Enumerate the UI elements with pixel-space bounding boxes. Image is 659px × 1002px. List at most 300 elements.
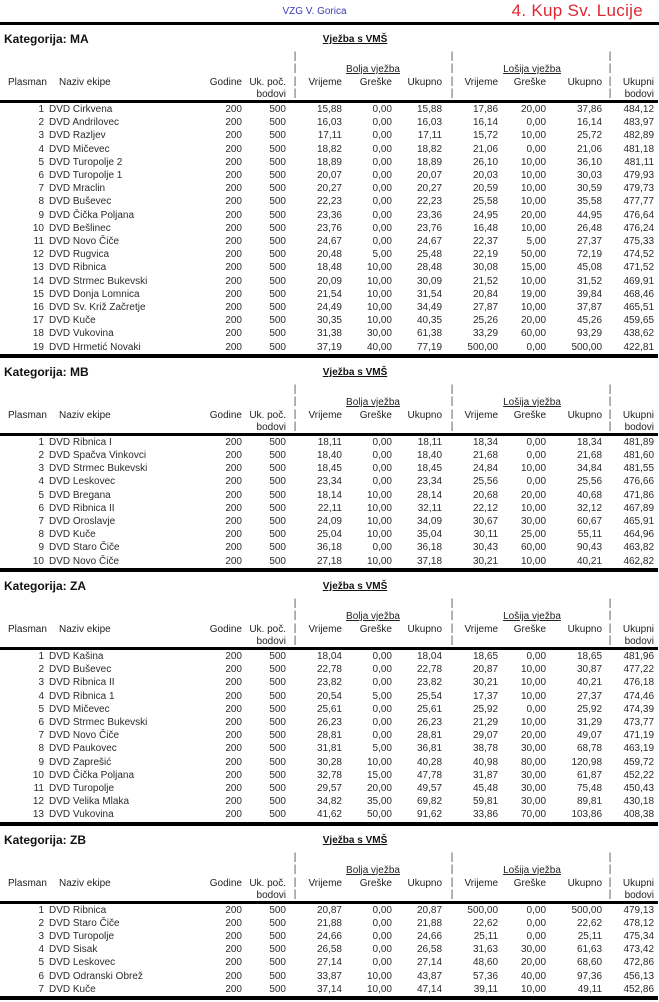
cell-godine: 200	[225, 104, 242, 115]
cell-start-points: 500	[269, 288, 286, 300]
col-header-total-points-2: bodovi	[624, 89, 655, 100]
cell-team-name: DVD Ribnica I	[49, 436, 112, 448]
cell-start-points: 500	[269, 143, 286, 155]
spacer	[48, 635, 200, 649]
cell-godine: 200	[225, 542, 242, 554]
spacer	[200, 889, 246, 903]
cell-worse-total: 18,34	[577, 436, 603, 448]
column-divider	[606, 475, 614, 488]
cell-better-faults: 10,00	[366, 302, 392, 314]
cell-better-faults: 35,00	[366, 796, 392, 808]
column-divider	[606, 248, 614, 261]
column-divider	[606, 169, 614, 182]
cell-better-faults: 0,00	[372, 450, 392, 462]
cell-better-faults: 10,00	[366, 516, 392, 528]
category-section	[0, 578, 659, 826]
cell-total-points: 471,19	[623, 730, 655, 742]
cell-better-total: 18,82	[416, 143, 443, 155]
cell-start-points: 500	[269, 183, 286, 195]
cell-plasman: 1	[38, 650, 44, 662]
column-divider	[446, 222, 458, 235]
cell-total-points: 468,46	[623, 288, 655, 300]
column-divider	[446, 703, 458, 716]
cell-team-name: DVD Novo Čiče	[49, 236, 120, 248]
cell-worse-total: 31,52	[577, 275, 603, 287]
column-divider	[290, 156, 300, 169]
cell-godine: 200	[225, 917, 242, 929]
cell-better-total: 40,28	[416, 756, 443, 768]
col-header-total-points: Ukupni	[622, 623, 655, 635]
cell-better-time: 22,11	[317, 502, 342, 514]
col-header-better-time: Vrijeme	[308, 77, 342, 88]
cell-start-points: 500	[269, 222, 286, 234]
col-header-better-total: Ukupno	[407, 409, 443, 421]
cell-worse-total: 25,56	[577, 476, 603, 488]
cell-worse-time: 15,72	[472, 130, 499, 142]
col-header-better-faults: Greške	[359, 877, 392, 889]
cell-worse-time: 24,84	[472, 463, 499, 475]
cell-worse-time: 30,21	[472, 677, 499, 689]
col-header-better-time: Vrijeme	[308, 409, 342, 421]
column-divider	[290, 690, 300, 703]
cell-worse-faults: 30,00	[520, 944, 547, 956]
column-divider	[290, 970, 300, 983]
column-divider	[446, 143, 458, 156]
cell-better-total: 28,81	[416, 730, 443, 742]
cell-better-time: 16,03	[316, 117, 342, 129]
cell-worse-faults: 40,00	[520, 970, 547, 982]
cell-team-name: DVD Oroslavje	[49, 516, 116, 528]
table-body	[0, 102, 658, 356]
cell-total-points: 473,42	[623, 944, 655, 956]
cell-worse-faults: 0,00	[526, 650, 547, 662]
column-divider	[606, 434, 614, 449]
column-divider	[290, 209, 300, 222]
cell-godine: 200	[225, 236, 242, 248]
cell-better-total: 36,81	[416, 743, 443, 755]
cell-better-time: 20,07	[316, 170, 342, 182]
column-divider	[290, 930, 300, 943]
column-divider	[606, 555, 614, 570]
table-row	[0, 555, 658, 570]
cell-plasman: 13	[32, 262, 44, 274]
cell-godine: 200	[225, 183, 242, 195]
cell-team-name: DVD Andrilovec	[49, 117, 120, 129]
cell-better-total: 35,04	[416, 529, 443, 541]
cell-better-time: 18,14	[316, 489, 342, 501]
column-divider: | |	[608, 51, 612, 74]
col-header-start-points: Uk. poč.	[249, 77, 286, 88]
col-header-worse-time: Vrijeme	[464, 409, 499, 421]
table-row	[0, 489, 658, 502]
col-header-worse-time: Vrijeme	[464, 623, 499, 635]
column-divider	[446, 116, 458, 129]
cell-plasman: 9	[38, 542, 44, 554]
cell-start-points: 500	[269, 209, 286, 221]
table-row	[0, 462, 658, 475]
column-divider	[606, 489, 614, 502]
cell-better-time: 26,58	[316, 944, 342, 956]
cell-start-points: 500	[269, 104, 286, 115]
table-row	[0, 769, 658, 782]
cell-start-points: 500	[269, 502, 286, 514]
column-divider	[446, 169, 458, 182]
better-exercise-group	[300, 850, 446, 876]
spacer	[0, 635, 48, 649]
cell-worse-faults: 10,00	[520, 502, 547, 514]
col-header-start-points-2: bodovi	[256, 635, 286, 647]
cell-start-points: 500	[269, 249, 286, 261]
cell-plasman: 8	[38, 529, 44, 541]
cell-better-faults: 0,00	[372, 143, 392, 155]
cell-team-name: DVD Sv. Križ Začretje	[49, 302, 146, 314]
cell-better-time: 24,67	[316, 236, 342, 248]
cell-godine: 200	[225, 555, 242, 567]
cell-plasman: 5	[38, 703, 44, 715]
cell-worse-time: 26,10	[472, 156, 499, 168]
table-body	[0, 902, 658, 998]
table-row	[0, 782, 658, 795]
cell-total-points: 476,64	[623, 209, 655, 221]
cell-team-name: DVD Ribnica	[49, 904, 107, 916]
table-row	[0, 663, 658, 676]
column-divider: |	[450, 634, 454, 646]
table-row	[0, 235, 658, 248]
cell-worse-faults: 20,00	[520, 489, 547, 501]
column-divider	[606, 528, 614, 541]
col-header-worse-total: Ukupno	[567, 623, 603, 635]
cell-better-faults: 10,00	[366, 288, 392, 300]
cell-total-points: 481,11	[624, 156, 655, 168]
cell-better-faults: 50,00	[366, 809, 392, 821]
cell-start-points: 500	[269, 302, 286, 314]
cell-team-name: DVD Turopolje 2	[49, 156, 123, 168]
cell-team-name: DVD Buševec	[49, 196, 112, 208]
spacer	[550, 635, 606, 649]
cell-worse-faults: 50,00	[520, 249, 547, 261]
table-row	[0, 261, 658, 274]
category-section	[0, 31, 659, 358]
table-row	[0, 930, 658, 943]
column-divider: | |	[450, 851, 454, 875]
table-row	[0, 729, 658, 742]
column-divider	[290, 716, 300, 729]
cell-total-points: 465,51	[623, 302, 655, 314]
cell-start-points: 500	[269, 743, 286, 755]
spacer	[396, 421, 446, 435]
cell-worse-total: 120,98	[571, 756, 603, 768]
col-header-better-faults: Greške	[359, 409, 392, 421]
cell-team-name: DVD Strmec Bukevski	[49, 275, 148, 287]
spacer	[0, 850, 290, 876]
worse-exercise-label: Lošija vježba	[503, 396, 561, 408]
cell-better-time: 24,66	[316, 930, 342, 942]
group-header-row	[0, 49, 658, 75]
cell-better-total: 24,66	[416, 930, 443, 942]
table-row	[0, 690, 658, 703]
cell-start-points: 500	[269, 450, 286, 462]
spacer	[502, 88, 550, 102]
cell-godine: 200	[225, 664, 242, 676]
col-header-worse-total: Ukupno	[567, 77, 603, 88]
column-divider	[606, 209, 614, 222]
column-divider: |	[608, 88, 612, 99]
cell-worse-faults: 10,00	[520, 463, 547, 475]
column-divider	[446, 462, 458, 475]
column-divider	[446, 515, 458, 528]
cell-godine: 200	[225, 275, 242, 287]
cell-better-faults: 0,00	[372, 104, 392, 115]
column-divider	[446, 690, 458, 703]
cell-better-time: 28,81	[316, 730, 342, 742]
cell-worse-time: 500,00	[467, 904, 499, 916]
table-row	[0, 222, 658, 235]
exercise-group-title: Vježba s VMŠ	[322, 366, 388, 378]
cell-team-name: DVD Novo Čiče	[49, 730, 120, 742]
table-row	[0, 248, 658, 261]
cell-worse-total: 31,29	[577, 716, 603, 728]
cell-worse-total: 30,59	[577, 183, 603, 195]
better-exercise-label: Bolja vježba	[346, 396, 400, 408]
cell-better-time: 22,78	[316, 664, 342, 676]
table-row	[0, 275, 658, 288]
worse-exercise-label: Lošija vježba	[503, 864, 561, 876]
cell-worse-total: 500,00	[571, 341, 603, 353]
col-header-plasman: Plasman	[8, 877, 47, 889]
column-divider	[606, 261, 614, 274]
cell-start-points: 500	[269, 489, 286, 501]
cell-better-faults: 5,00	[372, 690, 392, 702]
cell-better-time: 23,76	[316, 222, 342, 234]
cell-total-points: 475,34	[623, 930, 655, 942]
cell-total-points: 474,52	[623, 249, 655, 261]
column-divider	[606, 541, 614, 554]
cell-worse-faults: 25,00	[520, 529, 547, 541]
col-header-better-total: Ukupno	[407, 77, 443, 88]
cell-better-time: 18,45	[316, 463, 342, 475]
cell-team-name: DVD Kuče	[49, 983, 96, 995]
cell-worse-total: 45,26	[577, 315, 603, 327]
table-row	[0, 129, 658, 142]
column-divider	[446, 555, 458, 570]
column-divider: | |	[293, 383, 297, 407]
column-divider	[606, 116, 614, 129]
cell-godine: 200	[225, 957, 242, 969]
column-divider: | |	[450, 597, 454, 621]
col-header-worse-time: Vrijeme	[464, 77, 499, 88]
col-header-total-points-2: bodovi	[624, 635, 655, 647]
cell-better-faults: 0,00	[372, 463, 392, 475]
cell-total-points: 474,46	[623, 690, 655, 702]
cell-total-points: 467,89	[623, 502, 655, 514]
cell-team-name: DVD Bešlinec	[49, 222, 111, 234]
cell-total-points: 481,96	[623, 650, 655, 662]
better-exercise-group	[300, 49, 446, 75]
cell-start-points: 500	[269, 156, 286, 168]
column-divider: |	[450, 76, 454, 87]
group-header-row	[0, 596, 658, 622]
column-divider	[290, 742, 300, 755]
cell-start-points: 500	[269, 117, 286, 129]
spacer	[346, 889, 396, 903]
column-divider: |	[293, 634, 297, 646]
cell-worse-total: 68,78	[577, 743, 603, 755]
cell-team-name: DVD Zaprešić	[49, 756, 112, 768]
column-divider	[606, 449, 614, 462]
col-header-start-points-2: bodovi	[256, 421, 286, 433]
column-divider	[606, 756, 614, 769]
cell-worse-time: 20,87	[472, 664, 499, 676]
cell-godine: 200	[225, 315, 242, 327]
column-divider	[606, 462, 614, 475]
column-divider	[446, 917, 458, 930]
cell-worse-total: 37,86	[577, 104, 603, 115]
worse-exercise-group	[458, 596, 606, 622]
cell-worse-time: 57,36	[472, 970, 499, 982]
cell-worse-total: 103,86	[571, 809, 603, 821]
column-divider	[290, 275, 300, 288]
cell-worse-total: 93,29	[577, 328, 603, 340]
column-divider: |	[293, 408, 297, 420]
cell-better-total: 34,09	[416, 516, 443, 528]
cell-total-points: 471,52	[623, 262, 655, 274]
column-divider: |	[608, 876, 612, 888]
column-divider	[446, 782, 458, 795]
cell-worse-total: 61,63	[577, 944, 603, 956]
cell-plasman: 1	[38, 904, 44, 916]
cell-plasman: 6	[38, 502, 44, 514]
cell-better-time: 20,27	[316, 183, 342, 195]
cell-worse-faults: 70,00	[520, 809, 547, 821]
cell-worse-total: 500,00	[571, 904, 603, 916]
table-row	[0, 703, 658, 716]
cell-worse-total: 30,87	[577, 664, 603, 676]
cell-godine: 200	[225, 341, 242, 353]
cell-worse-faults: 5,00	[526, 236, 547, 248]
cell-better-total: 37,18	[416, 555, 443, 567]
cell-godine: 200	[225, 450, 242, 462]
cell-worse-total: 35,58	[577, 196, 603, 208]
table-row	[0, 648, 658, 663]
cell-start-points: 500	[269, 476, 286, 488]
cell-worse-faults: 0,00	[526, 703, 547, 715]
table-row	[0, 475, 658, 488]
cell-team-name: DVD Velika Mlaka	[49, 796, 130, 808]
cell-godine: 200	[225, 262, 242, 274]
cell-worse-time: 21,06	[472, 143, 499, 155]
col-header-plasman: Plasman	[8, 623, 47, 635]
cell-worse-faults: 0,00	[526, 476, 547, 488]
column-divider	[290, 528, 300, 541]
cell-total-points: 462,82	[623, 555, 655, 567]
spacer	[458, 421, 502, 435]
cell-start-points: 500	[269, 130, 286, 142]
column-divider	[446, 676, 458, 689]
cell-plasman: 6	[38, 970, 44, 982]
cell-better-total: 15,88	[416, 104, 443, 115]
column-divider	[446, 489, 458, 502]
col-header-plasman: Plasman	[8, 409, 47, 421]
table-row	[0, 983, 658, 998]
cell-start-points: 500	[269, 809, 286, 821]
cell-godine: 200	[225, 328, 242, 340]
column-divider	[446, 209, 458, 222]
cell-worse-faults: 0,00	[526, 930, 547, 942]
col-header-better-faults: Greške	[359, 623, 392, 635]
table-body	[0, 434, 658, 570]
cell-better-faults: 0,00	[372, 957, 392, 969]
cell-worse-time: 500,00	[467, 341, 499, 353]
cell-plasman: 4	[38, 944, 44, 956]
cell-total-points: 479,13	[623, 904, 655, 916]
column-divider	[606, 769, 614, 782]
cell-better-time: 15,88	[316, 104, 342, 115]
cell-plasman: 11	[33, 782, 44, 794]
column-divider: |	[450, 888, 454, 900]
column-divider	[606, 917, 614, 930]
cell-godine: 200	[225, 288, 242, 300]
column-divider: |	[608, 888, 612, 900]
cell-plasman: 19	[32, 341, 44, 353]
cell-team-name: DVD Vukovina	[49, 809, 114, 821]
column-divider	[446, 288, 458, 301]
column-divider	[290, 555, 300, 570]
cell-better-faults: 10,00	[366, 489, 392, 501]
column-divider	[290, 983, 300, 998]
cell-team-name: DVD Ribnica II	[49, 677, 115, 689]
cell-worse-time: 20,84	[472, 288, 499, 300]
cell-worse-total: 32,12	[577, 502, 603, 514]
cell-worse-faults: 10,00	[520, 555, 547, 567]
cell-better-total: 61,38	[416, 328, 443, 340]
column-divider	[446, 195, 458, 208]
exercise-group-title: Vježba s VMŠ	[322, 834, 388, 846]
cell-total-points: 422,81	[623, 341, 655, 353]
cell-total-points: 481,18	[623, 143, 655, 155]
cell-better-time: 29,57	[316, 782, 342, 794]
column-divider	[290, 462, 300, 475]
cell-godine: 200	[225, 703, 242, 715]
cell-godine: 200	[225, 196, 242, 208]
cell-team-name: DVD Strmec Bukevski	[49, 716, 148, 728]
spacer	[614, 596, 658, 622]
cell-worse-faults: 30,00	[520, 782, 547, 794]
cell-worse-total: 37,87	[577, 302, 603, 314]
column-divider	[446, 756, 458, 769]
cell-total-points: 481,89	[623, 436, 655, 448]
cell-worse-faults: 0,00	[526, 904, 547, 916]
cell-better-faults: 0,00	[372, 664, 392, 676]
cell-plasman: 3	[38, 463, 44, 475]
cell-better-faults: 30,00	[366, 328, 392, 340]
cell-worse-faults: 0,00	[526, 143, 547, 155]
cell-worse-time: 45,48	[472, 782, 499, 794]
cell-start-points: 500	[269, 664, 286, 676]
cell-total-points: 430,18	[623, 796, 655, 808]
cell-worse-time: 59,81	[472, 796, 499, 808]
column-divider: |	[293, 88, 297, 99]
cell-worse-time: 18,65	[472, 650, 499, 662]
cell-godine: 200	[225, 502, 242, 514]
cell-team-name: DVD Turopolje	[49, 930, 115, 942]
cell-total-points: 481,55	[623, 463, 655, 475]
cell-worse-time: 29,07	[472, 730, 499, 742]
cell-start-points: 500	[269, 716, 286, 728]
cell-plasman: 9	[38, 209, 44, 221]
column-divider	[446, 502, 458, 515]
col-header-start-points-2: bodovi	[256, 889, 286, 901]
cell-worse-faults: 10,00	[520, 983, 547, 995]
